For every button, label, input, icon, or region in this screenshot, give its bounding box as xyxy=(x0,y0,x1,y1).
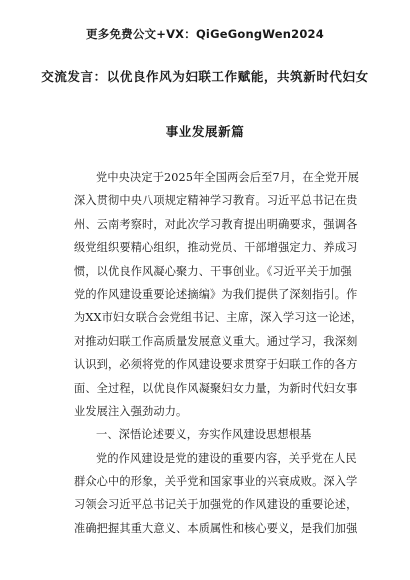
body-line: 面、全过程，以优良作风凝聚妇女力量，为新时代妇女事 xyxy=(74,381,358,395)
body-line: 准确把握其重大意义、本质属性和核心要义，是我们加强 xyxy=(74,521,358,535)
body-line: 党中央决定于2025年全国两会后至7月，在全党开展 xyxy=(96,171,360,184)
watermark-header: 更多免费公文+VX：QiGeGongWen2024 xyxy=(86,27,324,41)
body-line: 习领会习近平总书记关于加强党的作风建设的重要论述， xyxy=(74,498,358,512)
body-line: 州、云南考察时，对此次学习教育提出明确要求，强调各 xyxy=(74,217,358,231)
body-line: 深入贯彻中央八项规定精神学习教育。习近平总书记在贵 xyxy=(74,194,358,208)
body-line: 党的作风建设是党的建设的重要内容，关乎党在人民 xyxy=(96,451,357,465)
body-line: 对推动妇联工作高质量发展意义重大。通过学习，我深刻 xyxy=(74,334,358,348)
document-body xyxy=(74,166,363,540)
body-line: 惯，以优良作风凝心聚力、干事创业。《习近平关于加强 xyxy=(74,264,352,278)
body-line: 级党组织要精心组织，推动党员、干部增强定力、养成习 xyxy=(74,241,358,255)
section-heading: 一、深悟论述要义，夯实作风建设思想根基 xyxy=(96,428,312,442)
body-line: 业发展注入强劲动力。 xyxy=(74,404,188,418)
document-title-line-2: 事业发展新篇 xyxy=(165,124,245,139)
body-line: 为XX市妇女联合会党组书记、主席，深入学习这一论述， xyxy=(74,311,363,325)
body-line: 认识到，必须将党的作风建设要求贯穿于妇联工作的各方 xyxy=(74,358,358,372)
document-title-line-1: 交流发言：以优良作风为妇联工作赋能，共筑新时代妇女 xyxy=(41,69,369,84)
body-line: 党的作风建设重要论述摘编》为我们提供了深刻指引。作 xyxy=(74,287,358,301)
body-line: 群众心中的形象，关乎党和国家事业的兴衰成败。深入学 xyxy=(74,475,358,489)
